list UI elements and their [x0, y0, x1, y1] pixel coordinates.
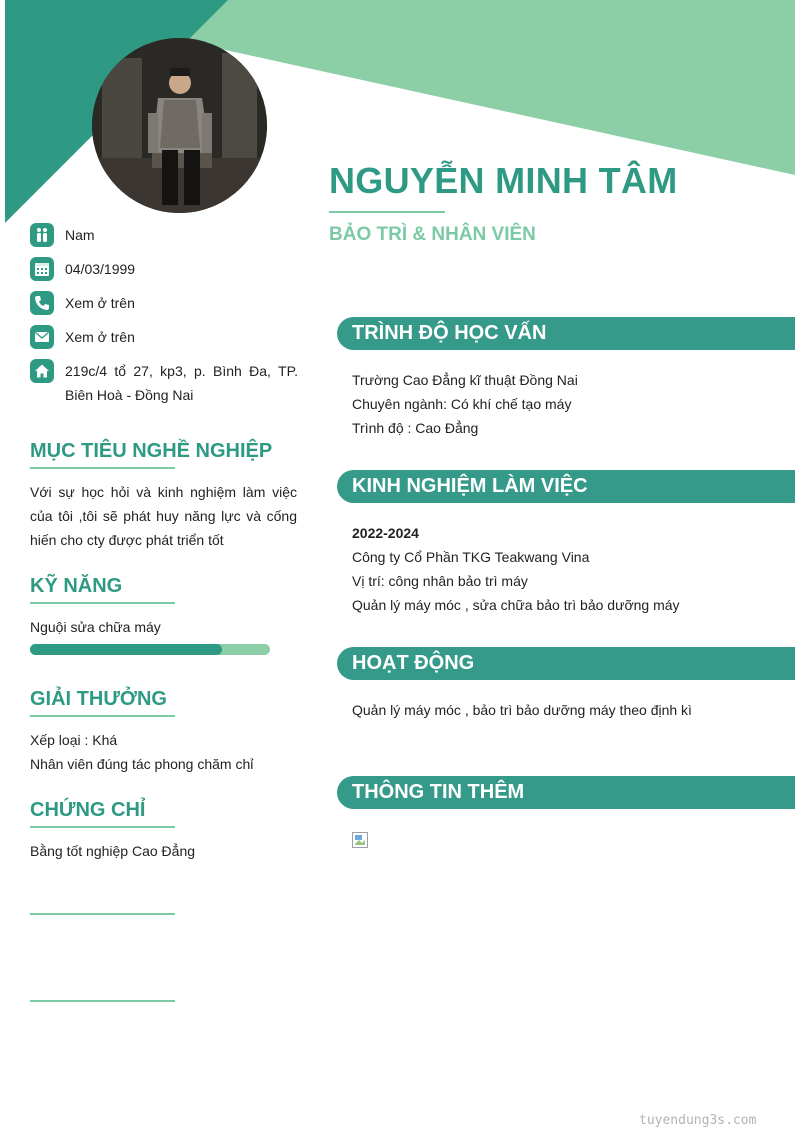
- awards-underline: [30, 715, 175, 717]
- skills-underline: [30, 602, 175, 604]
- objective-text: Với sự học hỏi và kinh nghiệm làm việc của tôi ,tôi sẽ phát huy năng lực và cống hiến cho cty được phát triển tốt: [30, 484, 297, 548]
- award-line: Xếp loại : Khá: [30, 732, 118, 748]
- candidate-name: NGUYỄN MINH TÂM: [329, 160, 678, 201]
- email-text: Xem ở trên: [65, 329, 135, 345]
- certificate-line: Bằng tốt nghiệp Cao Đẳng: [30, 843, 196, 859]
- calendar-icon: [30, 257, 54, 281]
- activity-line: Quản lý máy móc , bảo trì bảo dưỡng máy theo định kì: [352, 702, 692, 718]
- home-icon: [30, 359, 54, 383]
- activities-heading: HOẠT ĐỘNG: [337, 647, 795, 680]
- awards-heading: GIẢI THƯỞNG: [30, 688, 167, 710]
- phone-text: Xem ở trên: [65, 295, 135, 311]
- experience-heading: KINH NGHIỆM LÀM VIỆC: [337, 470, 795, 503]
- experience-line: Quản lý máy móc , sửa chữa bảo trì bảo dưỡng máy: [352, 597, 680, 613]
- gender-text: Nam: [65, 227, 95, 243]
- certificates-underline: [30, 826, 175, 828]
- experience-line: Công ty Cổ Phần TKG Teakwang Vina: [352, 549, 590, 565]
- certificates-heading: CHỨNG CHỈ: [30, 799, 146, 821]
- watermark: tuyendung3s.com: [639, 1113, 757, 1128]
- contact-birthday: [30, 257, 298, 281]
- objective-heading: MỤC TIÊU NGHỀ NGHIỆP: [30, 440, 273, 462]
- mail-icon: [30, 325, 54, 349]
- contact-address: [30, 359, 298, 407]
- empty-section-divider: [30, 1000, 175, 1002]
- experience-line: Vị trí: công nhân bảo trì máy: [352, 573, 528, 589]
- skill-name: Nguội sửa chữa máy: [30, 619, 161, 635]
- name-underline: [329, 211, 445, 213]
- experience-period: [352, 521, 792, 545]
- gender-icon: [30, 223, 54, 247]
- experience-period-text: 2022-2024: [352, 525, 419, 541]
- birthday-text: 04/03/1999: [65, 261, 136, 277]
- education-line: Trường Cao Đẳng kĩ thuật Đồng Nai: [352, 372, 578, 388]
- skill-level-bar: [30, 644, 270, 655]
- contact-phone: [30, 291, 298, 315]
- award-line: Nhân viên đúng tác phong chăm chỉ: [30, 756, 254, 772]
- education-line: Chuyên ngành: Có khí chế tạo máy: [352, 396, 572, 412]
- objective-underline: [30, 467, 175, 469]
- skill-level-fill: [30, 644, 222, 655]
- job-title: BẢO TRÌ & NHÂN VIÊN: [329, 224, 536, 245]
- more-info-heading: THÔNG TIN THÊM: [337, 776, 795, 809]
- phone-icon: [30, 291, 54, 315]
- education-line: Trình độ : Cao Đẳng: [352, 420, 479, 436]
- address-text: 219c/4 tổ 27, kp3, p. Bình Đa, TP. Biên Hoà - Đồng Nai: [65, 363, 298, 403]
- broken-image-icon: [352, 832, 368, 848]
- skills-heading: KỸ NĂNG: [30, 575, 123, 597]
- profile-photo: [92, 38, 267, 213]
- contact-email: [30, 325, 298, 349]
- contact-gender: [30, 223, 298, 247]
- education-heading: TRÌNH ĐỘ HỌC VẤN: [337, 317, 795, 350]
- empty-section-divider: [30, 913, 175, 915]
